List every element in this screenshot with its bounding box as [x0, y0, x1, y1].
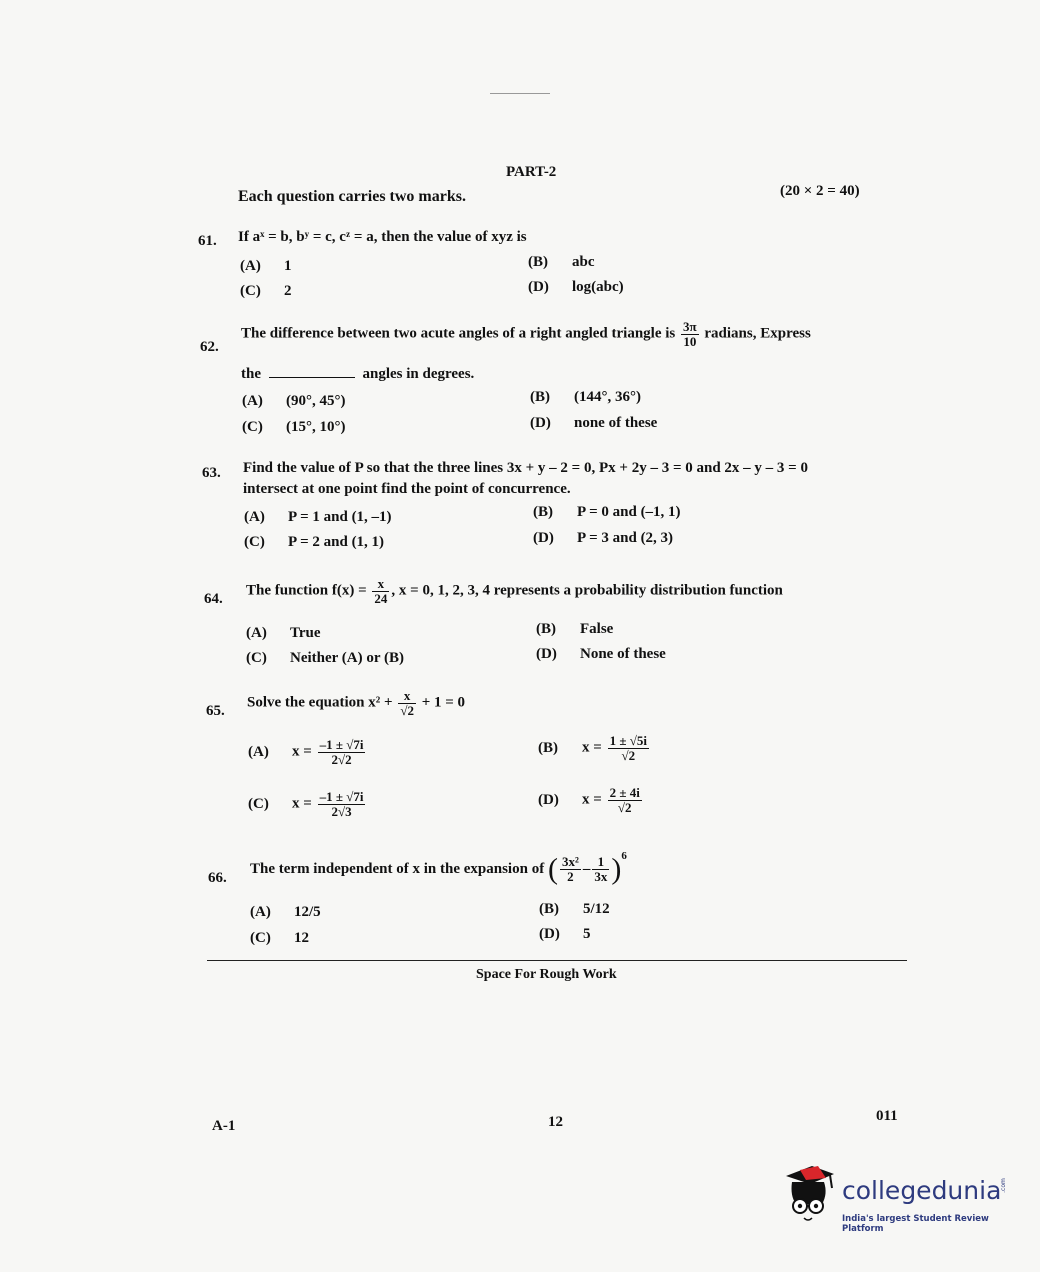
option-d: (D) None of these	[536, 646, 666, 662]
option-c: (C) 12	[250, 930, 309, 946]
option-d: (D) x = $\frac{2 \pm 4i}{√2}$	[538, 785, 640, 815]
question-number: 62.	[200, 339, 219, 355]
collegedunia-logo	[782, 1162, 1022, 1232]
question-stem-line-2: intersect at one point find the point of concurrence.	[243, 481, 571, 497]
total-marks: (20 × 2 = 40)	[780, 183, 860, 199]
fraction-3pi-10: $\frac{3\pi}{10}$	[683, 319, 697, 349]
question-number: 65.	[206, 703, 225, 719]
option-a: (A) 1	[240, 258, 292, 274]
question-stem: The function f(x) = $\frac{x}{24}$ , x = 0, 1, 2, 3, 4 represents a probability distribution function	[246, 576, 783, 606]
marks-instruction: Each question carries two marks.	[238, 188, 466, 205]
question-number: 66.	[208, 870, 227, 886]
rough-work-label: Space For Rough Work	[476, 967, 617, 982]
option-a: (A) x = $\frac{-1 \pm √7i}{2√2}$	[248, 737, 364, 767]
question-stem: Solve the equation x² + $\frac{x}{√2}$ + 1 = 0	[247, 688, 466, 718]
option-d: (D) P = 3 and (2, 3)	[533, 530, 674, 546]
option-c: (C) 2	[240, 283, 292, 299]
question-stem: The difference between two acute angles of a right angled triangle is $\frac{3\pi}{10}$ radians, Express	[241, 319, 811, 349]
page-number: 12	[548, 1114, 563, 1130]
question-stem: The term independent of x in the expansion of ( $\frac{\text{3x²}}{2}$ – $\frac{1}{3x}$ )$^6$	[250, 850, 627, 886]
mascot-icon	[782, 1162, 838, 1226]
option-a: (A) True	[246, 625, 321, 641]
option-a: (A) 12/5	[250, 904, 321, 920]
question-stem: If aˣ = b, bʸ = c, cᶻ = a, then the value of xyz is	[238, 229, 527, 245]
question-number: 63.	[202, 465, 221, 481]
question-number: 64.	[204, 591, 223, 607]
blank-line	[269, 367, 355, 378]
option-d: (D) 5	[539, 926, 591, 942]
option-b: (B) abc	[528, 254, 595, 270]
paper-code: 011	[876, 1108, 898, 1124]
question-stem: Find the value of P so that the three lines 3x + y – 2 = 0, Px + 2y – 3 = 0 and 2x – y – 3 = 0	[243, 460, 808, 476]
top-scan-mark	[490, 93, 550, 94]
option-d: (D) log(abc)	[528, 279, 624, 295]
option-b: (B) x = $\frac{1 \pm √5i}{√2}$	[538, 733, 647, 763]
option-d: (D) none of these	[530, 415, 658, 431]
option-a: (A) P = 1 and (1, –1)	[244, 509, 392, 525]
option-b: (B) False	[536, 621, 614, 637]
rough-work-divider	[207, 960, 907, 961]
question-stem-line-2: the angles in degrees.	[241, 366, 475, 382]
part-title: PART-2	[506, 164, 557, 180]
option-c: (C) x = $\frac{-1 \pm √7i}{2√3}$	[248, 789, 364, 819]
fraction-x-24: $\frac{x}{24}$	[374, 576, 388, 606]
option-c: (C) Neither (A) or (B)	[246, 650, 404, 666]
option-c: (C) P = 2 and (1, 1)	[244, 534, 385, 550]
logo-wordmark: collegedunia	[842, 1176, 1002, 1205]
booklet-code: A-1	[212, 1118, 236, 1134]
logo-domain: .com	[999, 1178, 1007, 1193]
option-b: (B) 5/12	[539, 901, 610, 917]
option-b: (B) P = 0 and (–1, 1)	[533, 504, 681, 520]
option-c: (C) (15°, 10°)	[242, 419, 346, 435]
logo-tagline: India's largest Student Review Platform	[842, 1214, 989, 1234]
question-number: 61.	[198, 233, 217, 249]
option-b: (B) (144°, 36°)	[530, 389, 641, 405]
option-a: (A) (90°, 45°)	[242, 393, 346, 409]
fraction-x-root2: $\frac{x}{√2}$	[400, 688, 414, 718]
